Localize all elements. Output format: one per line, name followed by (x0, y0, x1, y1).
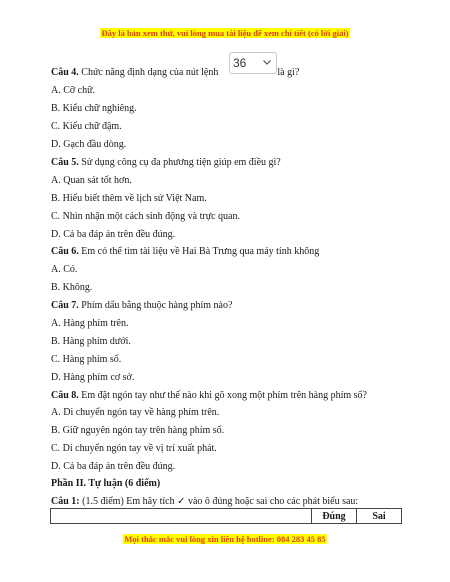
font-size-value: 36 (233, 56, 247, 70)
hotline-text: Mọi thắc mắc vui lòng xin liên hệ hotline: 084 283 45 85 (124, 534, 326, 544)
option: C. Nhìn nhận một cách sinh động và trực quan. (51, 211, 240, 222)
question-label: Câu 6. (51, 246, 79, 257)
option: C. Di chuyển ngón tay về vị trí xuất phát. (51, 443, 217, 454)
essay-question-1 (51, 496, 358, 508)
option: A. Cỡ chữ. (51, 85, 96, 96)
option: B. Giữ nguyên ngón tay trên hàng phím số. (51, 425, 225, 436)
option: A. Hàng phím trên. (51, 318, 129, 329)
question-text: Em đặt ngón tay như thế nào khi gõ xong một phím trên hàng phím số? (81, 390, 367, 401)
table-header-row (51, 509, 402, 524)
option: B. Không. (51, 282, 93, 293)
option: B. Kiểu chữ nghiêng. (51, 103, 137, 114)
question-label: Câu 4. (51, 67, 79, 78)
hotline-banner (0, 534, 450, 544)
option: A. Di chuyển ngón tay về hàng phím trên. (51, 407, 220, 418)
chevron-down-icon (263, 60, 271, 65)
question-text: Phím dấu bằng thuộc hàng phím nào? (81, 300, 233, 311)
option: B. Hiểu biết thêm về lịch sử Việt Nam. (51, 193, 207, 204)
question-text-end: là gì? (277, 67, 300, 78)
question-text: Em có thể tìm tài liệu về Hai Bà Trưng qua máy tính không (81, 246, 320, 257)
preview-notice-banner (0, 28, 450, 38)
question-7 (51, 300, 232, 312)
option: D. Cả ba đáp án trên đều đúng. (51, 229, 176, 240)
preview-notice-text: Đây là bản xem thử, vui lòng mua tài liệu để xem chi tiết (có lời giải) (101, 28, 349, 38)
question-label: Câu 7. (51, 300, 79, 311)
option: C. Kiểu chữ đậm. (51, 121, 122, 132)
true-false-table (50, 508, 402, 524)
option: D. Gạch đầu dòng. (51, 139, 127, 150)
column-header-false: Sai (357, 509, 402, 524)
question-4 (51, 67, 299, 79)
option: D. Cả ba đáp án trên đều đúng. (51, 461, 176, 472)
option: D. Hàng phím cơ sở. (51, 372, 135, 383)
question-8 (51, 390, 367, 402)
question-label: Câu 5. (51, 157, 79, 168)
question-5 (51, 157, 281, 169)
section-heading: Phần II. Tự luận (6 điểm) (51, 478, 161, 489)
option: A. Có. (51, 264, 78, 275)
question-text: Sử dụng công cụ đa phương tiện giúp em điều gì? (81, 157, 281, 168)
option: A. Quan sát tốt hơn. (51, 175, 132, 186)
question-6 (51, 246, 319, 258)
question-text: Chức năng định dạng của nút lệnh (81, 67, 219, 78)
question-label: Câu 8. (51, 390, 79, 401)
question-text: (1.5 điểm) Em hãy tích ✓ vào ô đúng hoặc sai cho các phát biểu sau: (82, 496, 359, 507)
option: C. Hàng phím số. (51, 354, 122, 365)
option: B. Hàng phím dưới. (51, 336, 131, 347)
statement-header-cell (51, 509, 312, 524)
question-label: Câu 1: (51, 496, 80, 507)
column-header-true: Đúng (312, 509, 357, 524)
